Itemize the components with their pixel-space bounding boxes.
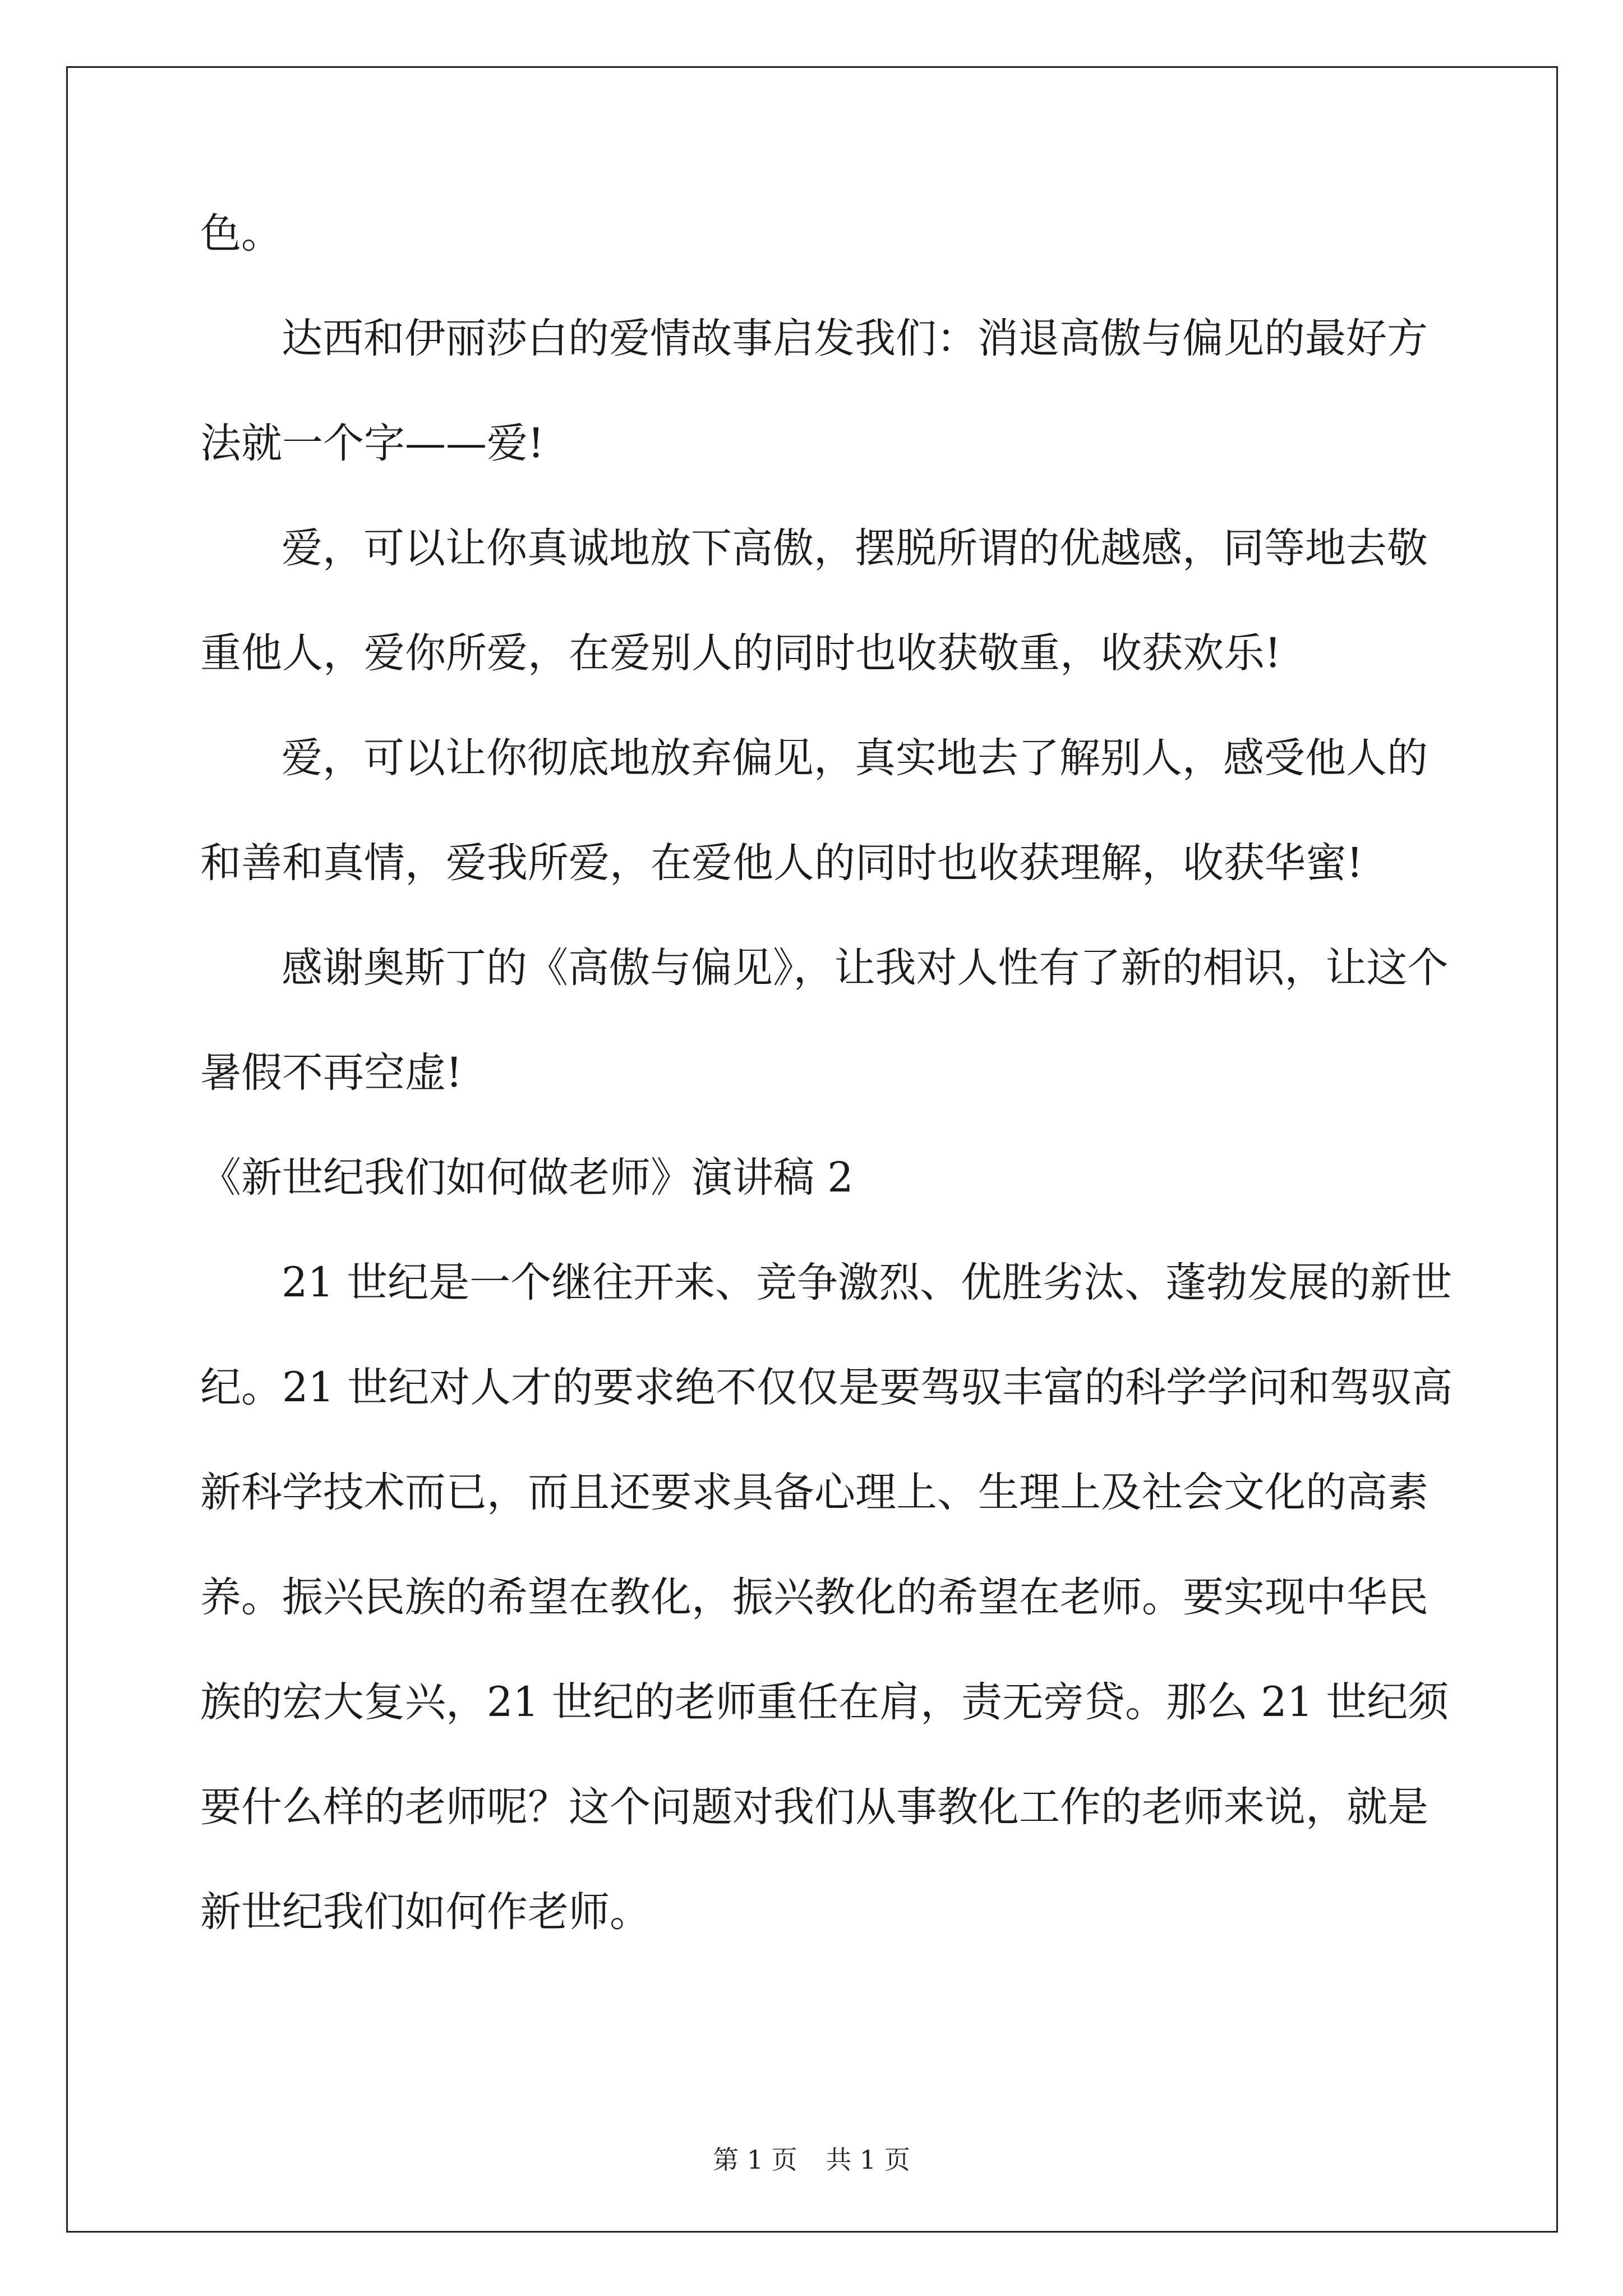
paragraph-line: 爱，可以让你真诚地放下高傲，摆脱所谓的优越感，同等地去敬 <box>282 524 1428 572</box>
section-heading: 《新世纪我们如何做老师》演讲稿 2 <box>200 1154 854 1202</box>
paragraph-line: 色。 <box>200 210 282 257</box>
paragraph-line: 和善和真情，爱我所爱，在爱他人的同时也收获理解，收获华蜜! <box>200 839 1363 887</box>
page-number: 第 1 页 <box>713 2145 797 2175</box>
paragraph-line: 新世纪我们如何作老师。 <box>200 1888 651 1936</box>
paragraph-line: 法就一个字——爱! <box>200 420 545 467</box>
paragraph-line: 暑假不再空虚! <box>200 1049 463 1097</box>
page-footer <box>0 2143 1623 2177</box>
paragraph-line: 重他人，爱你所爱，在爱别人的同时也收获敬重，收获欢乐! <box>200 629 1281 677</box>
paragraph-line: 要什么样的老师呢？这个问题对我们从事教化工作的老师来说，就是 <box>200 1783 1428 1831</box>
paragraph-line: 爱，可以让你彻底地放弃偏见，真实地去了解别人，感受他人的 <box>282 734 1428 782</box>
paragraph-line: 纪。21 世纪对人才的要求绝不仅仅是要驾驭丰富的科学学问和驾驭高 <box>200 1364 1453 1411</box>
paragraph-line: 新科学技术而已，而且还要求具备心理上、生理上及社会文化的高素 <box>200 1469 1428 1516</box>
paragraph-line: 感谢奥斯丁的《高傲与偏见》，让我对人性有了新的相识，让这个 <box>282 944 1449 992</box>
paragraph-line: 达西和伊丽莎白的爱情故事启发我们：消退高傲与偏见的最好方 <box>282 315 1428 362</box>
page-total: 共 1 页 <box>826 2145 910 2175</box>
paragraph-line: 养。振兴民族的希望在教化，振兴教化的希望在老师。要实现中华民 <box>200 1573 1428 1621</box>
paragraph-line: 族的宏大复兴，21 世纪的老师重任在肩，责无旁贷。那么 21 世纪须 <box>200 1678 1449 1726</box>
paragraph-line: 21 世纪是一个继往开来、竞争激烈、优胜劣汰、蓬勃发展的新世 <box>282 1259 1453 1306</box>
